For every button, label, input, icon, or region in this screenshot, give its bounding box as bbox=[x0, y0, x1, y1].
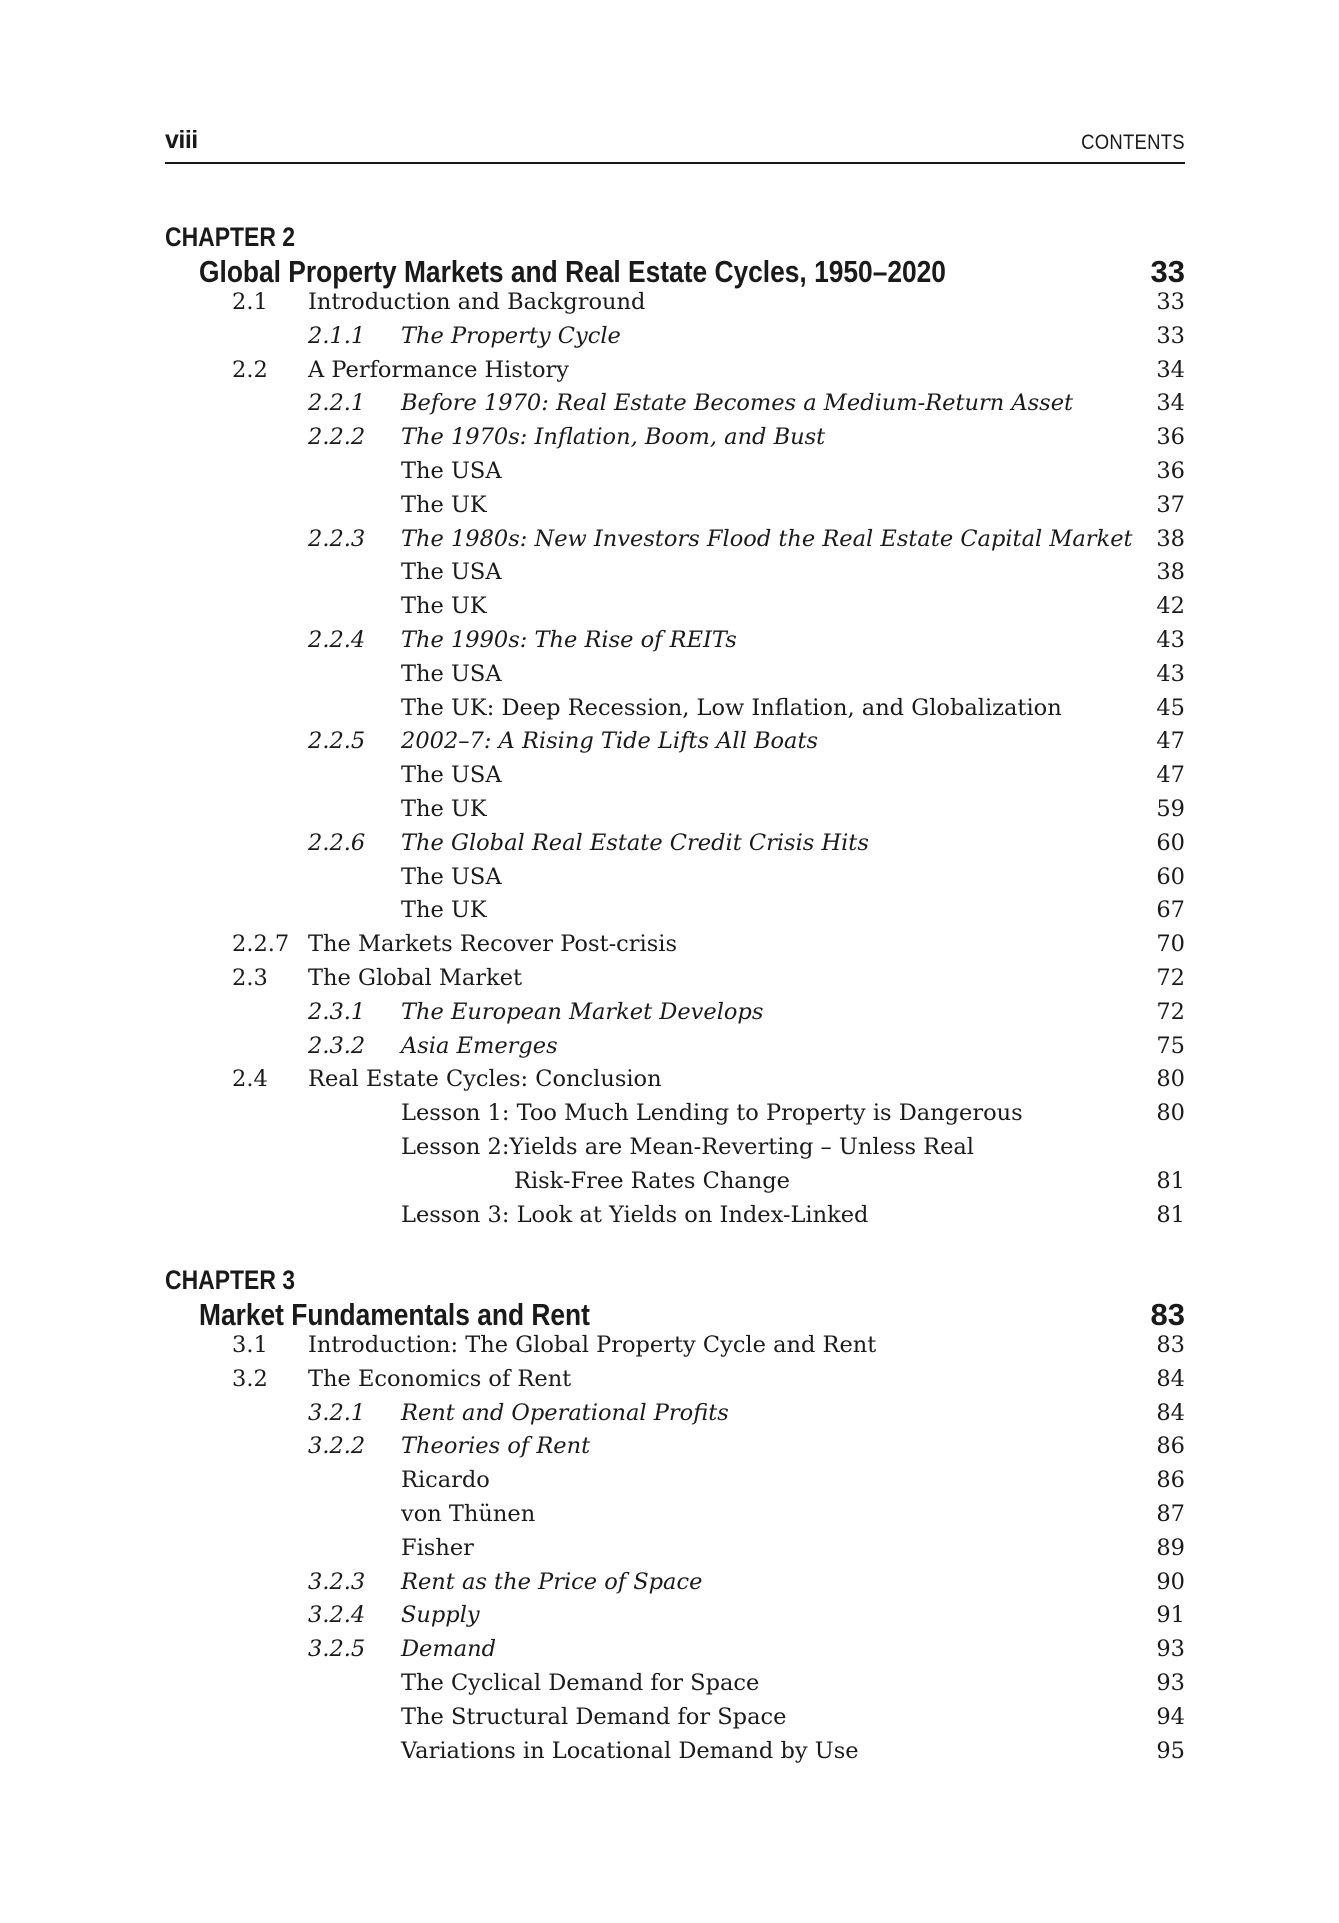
entry-page-number: 36 bbox=[1156, 424, 1185, 451]
entry-title: von Thünen bbox=[401, 1500, 536, 1527]
entry-title: The Structural Demand for Space bbox=[401, 1703, 787, 1730]
entry-page-number: 80 bbox=[1156, 1066, 1185, 1093]
entry-number: 2.4 bbox=[232, 1066, 268, 1093]
toc-entry[interactable] bbox=[165, 1735, 1185, 1769]
toc-entry[interactable] bbox=[165, 387, 1185, 421]
toc-entry[interactable] bbox=[165, 1430, 1185, 1464]
entry-title: The Property Cycle bbox=[401, 322, 621, 349]
entry-title: Asia Emerges bbox=[401, 1032, 558, 1059]
entry-page-number: 72 bbox=[1156, 998, 1185, 1025]
entry-title: The USA bbox=[401, 863, 502, 890]
chapter-title: Global Property Markets and Real Estate Cycles, 1950–2020 bbox=[199, 254, 946, 289]
toc-entry[interactable] bbox=[165, 759, 1185, 793]
running-head bbox=[165, 126, 1185, 164]
entry-page-number: 93 bbox=[1156, 1669, 1185, 1696]
entry-number: 2.2.3 bbox=[308, 525, 366, 552]
entry-number: 2.2.7 bbox=[232, 931, 290, 958]
entry-number: 2.1.1 bbox=[308, 322, 366, 349]
entry-number: 2.2 bbox=[232, 356, 268, 383]
entry-title: Theories of Rent bbox=[401, 1433, 591, 1460]
entry-title: Demand bbox=[401, 1636, 496, 1663]
toc-entry[interactable] bbox=[165, 894, 1185, 928]
entry-page-number: 80 bbox=[1156, 1100, 1185, 1127]
toc-entry[interactable] bbox=[165, 523, 1185, 557]
entry-page-number: 47 bbox=[1156, 762, 1185, 789]
toc-entry[interactable] bbox=[165, 1165, 1185, 1199]
entry-title: The Economics of Rent bbox=[308, 1365, 572, 1392]
toc-entry[interactable] bbox=[165, 1599, 1185, 1633]
toc-entry[interactable] bbox=[165, 1397, 1185, 1431]
entry-number: 2.2.6 bbox=[308, 829, 366, 856]
entry-title: Rent and Operational Profits bbox=[401, 1399, 729, 1426]
toc-entry[interactable] bbox=[165, 861, 1185, 895]
entry-number: 3.2.2 bbox=[308, 1433, 366, 1460]
entry-title: The Markets Recover Post-crisis bbox=[308, 931, 678, 958]
entry-number: 3.2 bbox=[232, 1365, 268, 1392]
toc-entry[interactable] bbox=[165, 556, 1185, 590]
toc-entry[interactable] bbox=[165, 725, 1185, 759]
entry-page-number: 72 bbox=[1156, 964, 1185, 991]
chapter-label: CHAPTER 2 bbox=[165, 222, 296, 252]
entry-title: Introduction: The Global Property Cycle and Rent bbox=[308, 1332, 877, 1358]
toc-entry[interactable] bbox=[165, 1633, 1185, 1667]
entry-page-number: 81 bbox=[1156, 1167, 1185, 1194]
toc-entry[interactable] bbox=[165, 928, 1185, 962]
entry-title: Variations in Locational Demand by Use bbox=[401, 1737, 859, 1764]
chapter-page-number: 83 bbox=[1150, 1297, 1185, 1332]
toc-entry[interactable] bbox=[165, 1363, 1185, 1397]
entry-title: The Global Real Estate Credit Crisis Hits bbox=[401, 829, 869, 856]
chapter-page-number: 33 bbox=[1150, 254, 1185, 289]
entry-page-number: 90 bbox=[1156, 1568, 1185, 1595]
toc-entry-list bbox=[165, 286, 1185, 1232]
entry-title: Lesson 2:Yields are Mean-Reverting – Unless Real bbox=[401, 1133, 975, 1160]
entry-title: The 1970s: Inflation, Boom, and Bust bbox=[401, 424, 826, 451]
entry-title: The UK bbox=[401, 795, 487, 822]
entry-number: 3.2.1 bbox=[308, 1399, 366, 1426]
entry-page-number: 70 bbox=[1156, 931, 1185, 958]
entry-page-number: 34 bbox=[1156, 390, 1185, 417]
entry-page-number: 38 bbox=[1156, 559, 1185, 586]
entry-title: The USA bbox=[401, 559, 502, 586]
entry-title: The USA bbox=[401, 660, 502, 687]
toc-page bbox=[165, 126, 1185, 1764]
entry-page-number: 33 bbox=[1156, 322, 1185, 349]
toc-entry[interactable] bbox=[165, 1464, 1185, 1498]
entry-page-number: 38 bbox=[1156, 525, 1185, 552]
entry-page-number: 75 bbox=[1156, 1032, 1185, 1059]
chapter-title: Market Fundamentals and Rent bbox=[199, 1297, 590, 1332]
entry-number: 3.2.3 bbox=[308, 1568, 366, 1595]
toc-entry[interactable] bbox=[165, 658, 1185, 692]
entry-number: 2.2.1 bbox=[308, 390, 366, 417]
entry-page-number: 43 bbox=[1156, 626, 1185, 653]
toc-entry[interactable] bbox=[165, 590, 1185, 624]
entry-title: The USA bbox=[401, 457, 502, 484]
entry-page-number: 87 bbox=[1156, 1500, 1185, 1527]
entry-page-number: 43 bbox=[1156, 660, 1185, 687]
chapter-label: CHAPTER 3 bbox=[165, 1265, 296, 1295]
entry-title: The Global Market bbox=[308, 964, 523, 991]
toc-entry[interactable] bbox=[165, 793, 1185, 827]
entry-number: 3.1 bbox=[232, 1332, 268, 1358]
entry-page-number: 36 bbox=[1156, 457, 1185, 484]
entry-title: The UK: Deep Recession, Low Inflation, and Globalization bbox=[401, 694, 1062, 721]
toc-entry[interactable] bbox=[165, 421, 1185, 455]
entry-title: Before 1970: Real Estate Becomes a Medium-Return Asset bbox=[401, 390, 1074, 417]
entry-page-number: 86 bbox=[1156, 1467, 1185, 1494]
entry-title: Risk-Free Rates Change bbox=[514, 1167, 790, 1194]
entry-title: The European Market Develops bbox=[401, 998, 764, 1025]
toc-entry[interactable] bbox=[165, 1532, 1185, 1566]
entry-number: 2.2.5 bbox=[308, 728, 366, 755]
entry-title: The UK bbox=[401, 593, 487, 620]
entry-title: The Cyclical Demand for Space bbox=[401, 1669, 760, 1696]
entry-page-number: 60 bbox=[1156, 863, 1185, 890]
toc-entry[interactable] bbox=[165, 692, 1185, 726]
entry-page-number: 81 bbox=[1156, 1201, 1185, 1228]
entry-number: 2.2.4 bbox=[308, 626, 366, 653]
toc-entry[interactable] bbox=[165, 1667, 1185, 1701]
entry-page-number: 94 bbox=[1156, 1703, 1185, 1730]
toc-entry[interactable] bbox=[165, 1566, 1185, 1600]
toc-entry[interactable] bbox=[165, 1097, 1185, 1131]
entry-page-number: 37 bbox=[1156, 491, 1185, 518]
toc-entry[interactable] bbox=[165, 1030, 1185, 1064]
running-head-title: CONTENTS bbox=[1081, 131, 1185, 154]
toc-entry[interactable] bbox=[165, 1131, 1185, 1165]
entry-number: 3.2.4 bbox=[308, 1602, 366, 1629]
entry-title: A Performance History bbox=[308, 356, 569, 383]
entry-page-number: 34 bbox=[1156, 356, 1185, 383]
entry-page-number: 67 bbox=[1156, 897, 1185, 924]
entry-title: The 1990s: The Rise of REITs bbox=[401, 626, 737, 653]
entry-title: Fisher bbox=[401, 1534, 474, 1561]
entry-title: Lesson 3: Look at Yields on Index-Linked bbox=[401, 1201, 869, 1228]
entry-page-number: 86 bbox=[1156, 1433, 1185, 1460]
entry-page-number: 59 bbox=[1156, 795, 1185, 822]
entry-page-number: 45 bbox=[1156, 694, 1185, 721]
toc-entry[interactable] bbox=[165, 962, 1185, 996]
toc-entry[interactable] bbox=[165, 1498, 1185, 1532]
toc-entry[interactable] bbox=[165, 1063, 1185, 1097]
entry-title: Lesson 1: Too Much Lending to Property is Dangerous bbox=[401, 1100, 1023, 1127]
entry-title: The UK bbox=[401, 897, 487, 924]
toc-entry[interactable] bbox=[165, 354, 1185, 388]
entry-title: 2002–7: A Rising Tide Lifts All Boats bbox=[401, 728, 819, 755]
entry-number: 2.3.2 bbox=[308, 1032, 366, 1059]
entry-title: Rent as the Price of Space bbox=[401, 1568, 703, 1595]
toc-entry[interactable] bbox=[165, 1199, 1185, 1233]
page-folio: viii bbox=[165, 126, 198, 154]
entry-number: 2.1 bbox=[232, 289, 268, 315]
entry-page-number: 89 bbox=[1156, 1534, 1185, 1561]
toc-entry[interactable] bbox=[165, 624, 1185, 658]
toc-entry[interactable] bbox=[165, 827, 1185, 861]
entry-page-number: 83 bbox=[1156, 1332, 1185, 1358]
toc-entry[interactable] bbox=[165, 489, 1185, 523]
toc-entry[interactable] bbox=[165, 1701, 1185, 1735]
entry-page-number: 33 bbox=[1156, 289, 1185, 315]
toc-entry[interactable] bbox=[165, 320, 1185, 354]
entry-page-number: 84 bbox=[1156, 1365, 1185, 1392]
toc-entry[interactable] bbox=[165, 1329, 1185, 1363]
entry-title: Supply bbox=[401, 1602, 480, 1629]
entry-title: Introduction and Background bbox=[308, 289, 646, 315]
entry-page-number: 47 bbox=[1156, 728, 1185, 755]
entry-number: 2.2.2 bbox=[308, 424, 366, 451]
entry-page-number: 42 bbox=[1156, 593, 1185, 620]
entry-title: Real Estate Cycles: Conclusion bbox=[308, 1066, 662, 1093]
entry-title: The USA bbox=[401, 762, 502, 789]
entry-page-number: 91 bbox=[1156, 1602, 1185, 1629]
toc-entry-list bbox=[165, 1329, 1185, 1768]
entry-page-number: 95 bbox=[1156, 1737, 1185, 1764]
entry-title: The UK bbox=[401, 491, 487, 518]
entry-page-number: 93 bbox=[1156, 1636, 1185, 1663]
toc-entry[interactable] bbox=[165, 455, 1185, 489]
entry-number: 2.3.1 bbox=[308, 998, 366, 1025]
toc-entry[interactable] bbox=[165, 996, 1185, 1030]
entry-number: 2.3 bbox=[232, 964, 268, 991]
entry-title: The 1980s: New Investors Flood the Real Estate Capital Market bbox=[401, 525, 1133, 552]
entry-title: Ricardo bbox=[401, 1467, 490, 1494]
entry-page-number: 84 bbox=[1156, 1399, 1185, 1426]
entry-number: 3.2.5 bbox=[308, 1636, 366, 1663]
toc-entry[interactable] bbox=[165, 286, 1185, 320]
entry-page-number: 60 bbox=[1156, 829, 1185, 856]
